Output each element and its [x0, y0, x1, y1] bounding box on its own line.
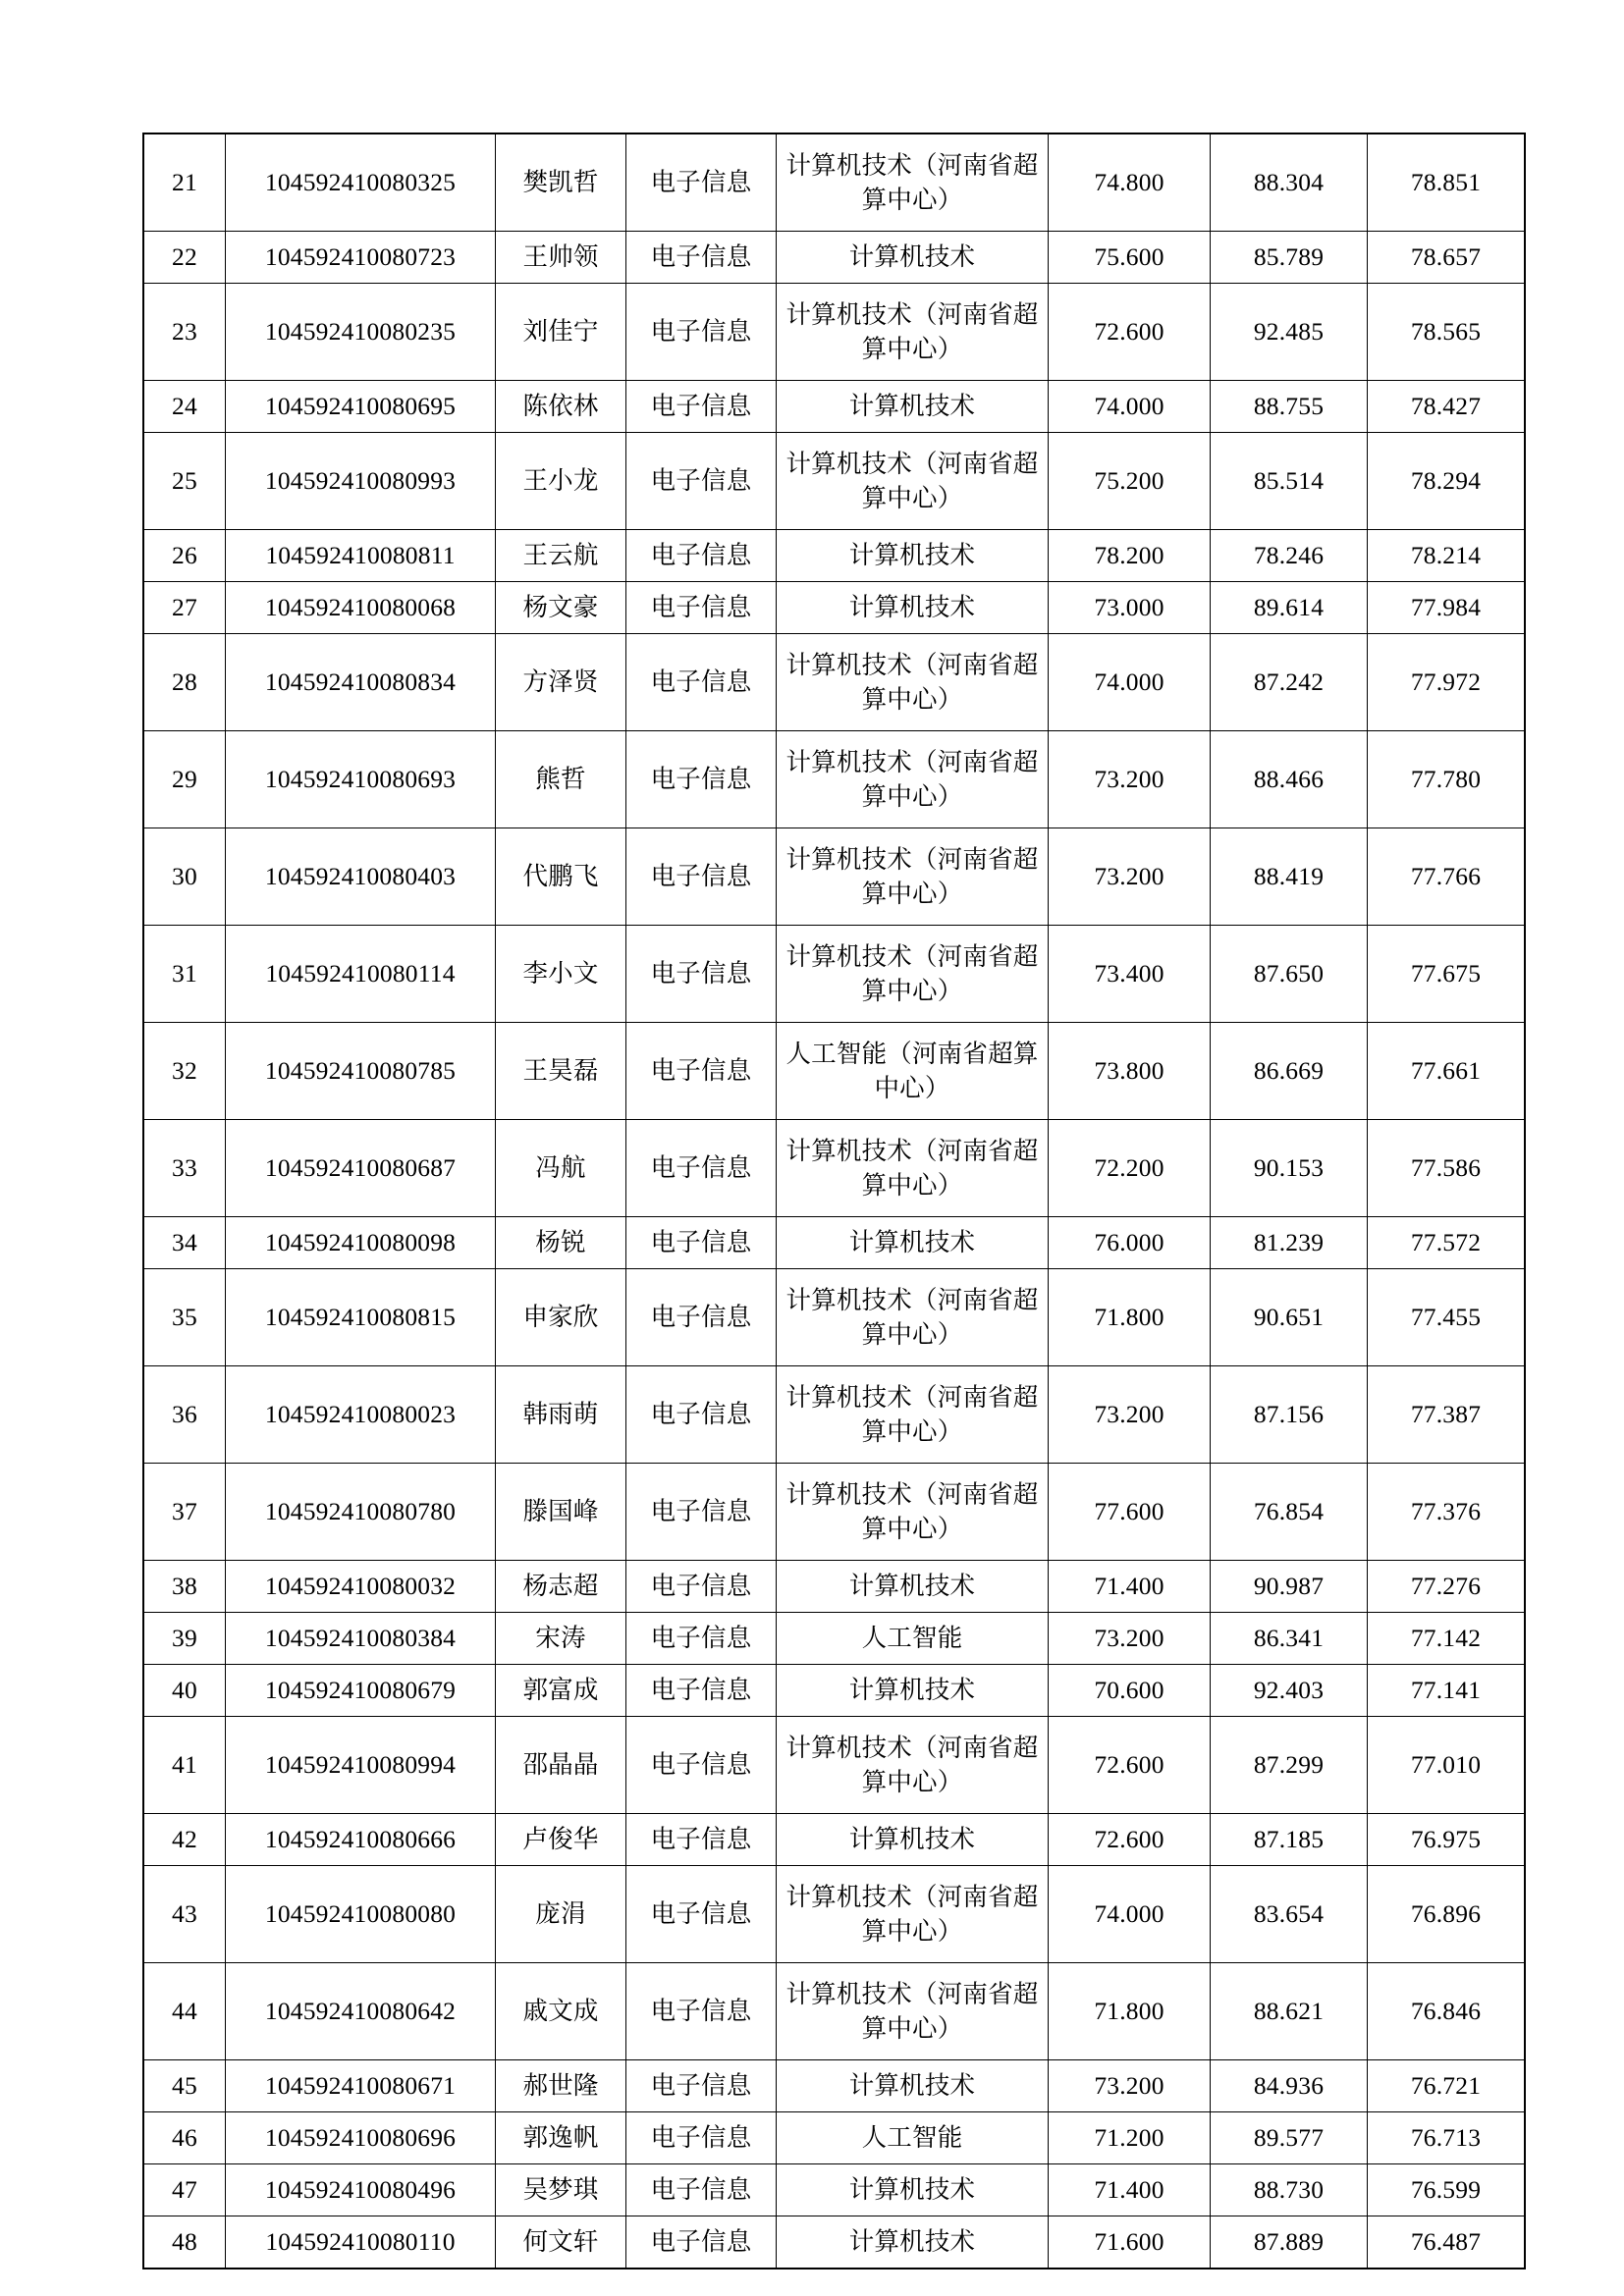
- row-index-cell: 27: [143, 582, 226, 634]
- major-text: 人工智能（河南省超算中心）: [785, 1039, 1039, 1102]
- major-cell: [777, 284, 1049, 381]
- category-cell: 电子信息: [626, 1120, 777, 1217]
- major-text: 计算机技术: [848, 1228, 976, 1257]
- table-row: [143, 1717, 1525, 1814]
- category-cell: 电子信息: [626, 1023, 777, 1120]
- initial-score-cell: 76.000: [1049, 1217, 1211, 1269]
- initial-score-cell: 72.600: [1049, 1814, 1211, 1866]
- initial-score-cell: 74.000: [1049, 1866, 1211, 1963]
- category-cell: 电子信息: [626, 1561, 777, 1613]
- total-score-cell: 77.010: [1368, 1717, 1526, 1814]
- row-index-cell: 39: [143, 1613, 226, 1665]
- candidate-id-cell: 104592410080098: [226, 1217, 496, 1269]
- major-text: 计算机技术: [848, 1572, 976, 1601]
- row-index-cell: 37: [143, 1464, 226, 1561]
- candidate-id-cell: 104592410080235: [226, 284, 496, 381]
- row-index-cell: 42: [143, 1814, 226, 1866]
- candidate-id-cell: 104592410080384: [226, 1613, 496, 1665]
- table-row: [143, 2216, 1525, 2269]
- total-score-cell: 78.294: [1368, 433, 1526, 530]
- major-cell: [777, 1464, 1049, 1561]
- initial-score-cell: 77.600: [1049, 1464, 1211, 1561]
- row-index-cell: 41: [143, 1717, 226, 1814]
- table-row: [143, 133, 1525, 232]
- table-row: [143, 433, 1525, 530]
- total-score-cell: 77.766: [1368, 828, 1526, 926]
- major-text: 计算机技术（河南省超算中心）: [785, 1979, 1039, 2043]
- total-score-cell: 78.214: [1368, 530, 1526, 582]
- total-score-cell: 77.984: [1368, 582, 1526, 634]
- retest-score-cell: 84.936: [1211, 2060, 1368, 2112]
- row-index-cell: 29: [143, 731, 226, 828]
- major-text: 计算机技术（河南省超算中心）: [785, 1285, 1039, 1349]
- candidate-name-cell: 申家欣: [496, 1269, 626, 1366]
- retest-score-cell: 87.242: [1211, 634, 1368, 731]
- table-row: [143, 232, 1525, 284]
- total-score-cell: 77.141: [1368, 1665, 1526, 1717]
- major-cell: [777, 731, 1049, 828]
- total-score-cell: 76.487: [1368, 2216, 1526, 2269]
- major-cell: [777, 634, 1049, 731]
- row-index-cell: 21: [143, 133, 226, 232]
- candidate-name-cell: 郭逸帆: [496, 2112, 626, 2164]
- row-index-cell: 30: [143, 828, 226, 926]
- major-text: 计算机技术（河南省超算中心）: [785, 1382, 1039, 1446]
- row-index-cell: 31: [143, 926, 226, 1023]
- row-index-cell: 47: [143, 2164, 226, 2216]
- major-text: 计算机技术（河南省超算中心）: [785, 150, 1039, 214]
- major-text: 计算机技术（河南省超算中心）: [785, 449, 1039, 512]
- category-cell: 电子信息: [626, 1464, 777, 1561]
- table-row: [143, 381, 1525, 433]
- row-index-cell: 43: [143, 1866, 226, 1963]
- retest-score-cell: 85.789: [1211, 232, 1368, 284]
- candidate-name-cell: 何文轩: [496, 2216, 626, 2269]
- results-table-container: [142, 133, 1484, 2269]
- candidate-id-cell: 104592410080032: [226, 1561, 496, 1613]
- retest-score-cell: 88.621: [1211, 1963, 1368, 2060]
- candidate-id-cell: 104592410080642: [226, 1963, 496, 2060]
- retest-score-cell: 89.614: [1211, 582, 1368, 634]
- category-cell: 电子信息: [626, 530, 777, 582]
- candidate-id-cell: 104592410080114: [226, 926, 496, 1023]
- candidate-id-cell: 104592410080811: [226, 530, 496, 582]
- candidate-name-cell: 吴梦琪: [496, 2164, 626, 2216]
- category-cell: 电子信息: [626, 926, 777, 1023]
- category-cell: 电子信息: [626, 1963, 777, 2060]
- table-row: [143, 828, 1525, 926]
- category-cell: 电子信息: [626, 133, 777, 232]
- initial-score-cell: 72.600: [1049, 1717, 1211, 1814]
- major-cell: [777, 1814, 1049, 1866]
- major-cell: [777, 582, 1049, 634]
- major-cell: [777, 2112, 1049, 2164]
- candidate-name-cell: 邵晶晶: [496, 1717, 626, 1814]
- table-row: [143, 582, 1525, 634]
- candidate-id-cell: 104592410080110: [226, 2216, 496, 2269]
- total-score-cell: 77.142: [1368, 1613, 1526, 1665]
- retest-score-cell: 81.239: [1211, 1217, 1368, 1269]
- total-score-cell: 77.387: [1368, 1366, 1526, 1464]
- retest-score-cell: 92.485: [1211, 284, 1368, 381]
- table-row: [143, 731, 1525, 828]
- candidate-id-cell: 104592410080325: [226, 133, 496, 232]
- candidate-id-cell: 104592410080080: [226, 1866, 496, 1963]
- total-score-cell: 76.896: [1368, 1866, 1526, 1963]
- retest-score-cell: 88.419: [1211, 828, 1368, 926]
- initial-score-cell: 73.200: [1049, 2060, 1211, 2112]
- table-row: [143, 1866, 1525, 1963]
- table-row: [143, 2060, 1525, 2112]
- table-row: [143, 634, 1525, 731]
- row-index-cell: 35: [143, 1269, 226, 1366]
- candidate-id-cell: 104592410080723: [226, 232, 496, 284]
- major-cell: [777, 1613, 1049, 1665]
- major-cell: [777, 1120, 1049, 1217]
- major-text: 计算机技术（河南省超算中心）: [785, 650, 1039, 714]
- total-score-cell: 77.586: [1368, 1120, 1526, 1217]
- category-cell: 电子信息: [626, 232, 777, 284]
- major-cell: [777, 1561, 1049, 1613]
- major-cell: [777, 828, 1049, 926]
- candidate-name-cell: 杨锐: [496, 1217, 626, 1269]
- retest-score-cell: 89.577: [1211, 2112, 1368, 2164]
- category-cell: 电子信息: [626, 1866, 777, 1963]
- total-score-cell: 77.780: [1368, 731, 1526, 828]
- initial-score-cell: 72.200: [1049, 1120, 1211, 1217]
- category-cell: 电子信息: [626, 634, 777, 731]
- major-cell: [777, 433, 1049, 530]
- candidate-id-cell: 104592410080068: [226, 582, 496, 634]
- candidate-name-cell: 王小龙: [496, 433, 626, 530]
- major-text: 计算机技术（河南省超算中心）: [785, 1882, 1039, 1946]
- major-text: 计算机技术（河南省超算中心）: [785, 747, 1039, 811]
- major-text: 计算机技术: [848, 541, 976, 570]
- candidate-name-cell: 方泽贤: [496, 634, 626, 731]
- retest-score-cell: 87.185: [1211, 1814, 1368, 1866]
- initial-score-cell: 78.200: [1049, 530, 1211, 582]
- retest-score-cell: 86.341: [1211, 1613, 1368, 1665]
- total-score-cell: 76.975: [1368, 1814, 1526, 1866]
- candidate-name-cell: 杨文豪: [496, 582, 626, 634]
- table-row: [143, 1963, 1525, 2060]
- table-row: [143, 2112, 1525, 2164]
- table-row: [143, 1366, 1525, 1464]
- category-cell: 电子信息: [626, 2216, 777, 2269]
- initial-score-cell: 71.800: [1049, 1963, 1211, 2060]
- row-index-cell: 48: [143, 2216, 226, 2269]
- initial-score-cell: 73.000: [1049, 582, 1211, 634]
- major-text: 计算机技术: [848, 593, 976, 622]
- initial-score-cell: 73.800: [1049, 1023, 1211, 1120]
- candidate-id-cell: 104592410080671: [226, 2060, 496, 2112]
- major-cell: [777, 2060, 1049, 2112]
- candidate-name-cell: 王昊磊: [496, 1023, 626, 1120]
- row-index-cell: 25: [143, 433, 226, 530]
- retest-score-cell: 90.153: [1211, 1120, 1368, 1217]
- table-row: [143, 530, 1525, 582]
- candidate-id-cell: 104592410080696: [226, 2112, 496, 2164]
- candidate-name-cell: 熊哲: [496, 731, 626, 828]
- table-row: [143, 1561, 1525, 1613]
- retest-score-cell: 92.403: [1211, 1665, 1368, 1717]
- row-index-cell: 33: [143, 1120, 226, 1217]
- candidate-name-cell: 郭富成: [496, 1665, 626, 1717]
- major-cell: [777, 1717, 1049, 1814]
- candidate-name-cell: 郝世隆: [496, 2060, 626, 2112]
- row-index-cell: 34: [143, 1217, 226, 1269]
- major-cell: [777, 1023, 1049, 1120]
- retest-score-cell: 87.299: [1211, 1717, 1368, 1814]
- retest-score-cell: 86.669: [1211, 1023, 1368, 1120]
- category-cell: 电子信息: [626, 1217, 777, 1269]
- row-index-cell: 23: [143, 284, 226, 381]
- initial-score-cell: 72.600: [1049, 284, 1211, 381]
- initial-score-cell: 71.600: [1049, 2216, 1211, 2269]
- major-text: 计算机技术: [848, 242, 976, 272]
- retest-score-cell: 88.304: [1211, 133, 1368, 232]
- table-row: [143, 1120, 1525, 1217]
- total-score-cell: 78.565: [1368, 284, 1526, 381]
- candidate-id-cell: 104592410080403: [226, 828, 496, 926]
- candidate-name-cell: 代鹏飞: [496, 828, 626, 926]
- initial-score-cell: 71.200: [1049, 2112, 1211, 2164]
- major-cell: [777, 1866, 1049, 1963]
- category-cell: 电子信息: [626, 731, 777, 828]
- category-cell: 电子信息: [626, 1613, 777, 1665]
- candidate-id-cell: 104592410080695: [226, 381, 496, 433]
- total-score-cell: 77.661: [1368, 1023, 1526, 1120]
- candidate-name-cell: 王云航: [496, 530, 626, 582]
- major-cell: [777, 381, 1049, 433]
- category-cell: 电子信息: [626, 1366, 777, 1464]
- major-cell: [777, 926, 1049, 1023]
- total-score-cell: 77.276: [1368, 1561, 1526, 1613]
- candidate-id-cell: 104592410080679: [226, 1665, 496, 1717]
- major-text: 计算机技术（河南省超算中心）: [785, 941, 1039, 1005]
- category-cell: 电子信息: [626, 433, 777, 530]
- initial-score-cell: 73.200: [1049, 731, 1211, 828]
- candidate-id-cell: 104592410080993: [226, 433, 496, 530]
- candidate-name-cell: 王帅领: [496, 232, 626, 284]
- total-score-cell: 77.972: [1368, 634, 1526, 731]
- candidate-name-cell: 李小文: [496, 926, 626, 1023]
- retest-score-cell: 88.730: [1211, 2164, 1368, 2216]
- total-score-cell: 76.721: [1368, 2060, 1526, 2112]
- row-index-cell: 40: [143, 1665, 226, 1717]
- major-text: 计算机技术（河南省超算中心）: [785, 844, 1039, 908]
- candidate-id-cell: 104592410080687: [226, 1120, 496, 1217]
- candidate-name-cell: 韩雨萌: [496, 1366, 626, 1464]
- candidate-id-cell: 104592410080834: [226, 634, 496, 731]
- row-index-cell: 26: [143, 530, 226, 582]
- total-score-cell: 76.713: [1368, 2112, 1526, 2164]
- major-cell: [777, 2216, 1049, 2269]
- category-cell: 电子信息: [626, 2164, 777, 2216]
- initial-score-cell: 71.400: [1049, 1561, 1211, 1613]
- initial-score-cell: 70.600: [1049, 1665, 1211, 1717]
- table-row: [143, 284, 1525, 381]
- major-cell: [777, 1366, 1049, 1464]
- category-cell: 电子信息: [626, 2060, 777, 2112]
- table-row: [143, 1613, 1525, 1665]
- major-text: 计算机技术: [848, 1825, 976, 1854]
- retest-score-cell: 87.889: [1211, 2216, 1368, 2269]
- total-score-cell: 77.376: [1368, 1464, 1526, 1561]
- candidate-name-cell: 杨志超: [496, 1561, 626, 1613]
- initial-score-cell: 73.200: [1049, 1613, 1211, 1665]
- retest-score-cell: 85.514: [1211, 433, 1368, 530]
- candidate-name-cell: 樊凯哲: [496, 133, 626, 232]
- table-row: [143, 1269, 1525, 1366]
- candidate-name-cell: 卢俊华: [496, 1814, 626, 1866]
- major-text: 人工智能: [861, 1624, 963, 1653]
- row-index-cell: 36: [143, 1366, 226, 1464]
- category-cell: 电子信息: [626, 828, 777, 926]
- candidate-id-cell: 104592410080994: [226, 1717, 496, 1814]
- major-cell: [777, 1269, 1049, 1366]
- major-cell: [777, 530, 1049, 582]
- major-cell: [777, 1217, 1049, 1269]
- candidate-name-cell: 滕国峰: [496, 1464, 626, 1561]
- row-index-cell: 28: [143, 634, 226, 731]
- row-index-cell: 32: [143, 1023, 226, 1120]
- retest-score-cell: 88.755: [1211, 381, 1368, 433]
- major-text: 计算机技术: [848, 1676, 976, 1705]
- candidate-name-cell: 刘佳宁: [496, 284, 626, 381]
- initial-score-cell: 75.600: [1049, 232, 1211, 284]
- candidate-name-cell: 陈依林: [496, 381, 626, 433]
- retest-score-cell: 76.854: [1211, 1464, 1368, 1561]
- total-score-cell: 77.455: [1368, 1269, 1526, 1366]
- candidate-id-cell: 104592410080496: [226, 2164, 496, 2216]
- candidate-id-cell: 104592410080023: [226, 1366, 496, 1464]
- category-cell: 电子信息: [626, 1814, 777, 1866]
- candidate-name-cell: 庞涓: [496, 1866, 626, 1963]
- table-row: [143, 926, 1525, 1023]
- table-row: [143, 1814, 1525, 1866]
- retest-score-cell: 88.466: [1211, 731, 1368, 828]
- candidate-id-cell: 104592410080815: [226, 1269, 496, 1366]
- major-text: 计算机技术（河南省超算中心）: [785, 299, 1039, 363]
- initial-score-cell: 71.400: [1049, 2164, 1211, 2216]
- total-score-cell: 78.427: [1368, 381, 1526, 433]
- category-cell: 电子信息: [626, 582, 777, 634]
- category-cell: 电子信息: [626, 1269, 777, 1366]
- major-text: 计算机技术（河南省超算中心）: [785, 1479, 1039, 1543]
- candidate-id-cell: 104592410080666: [226, 1814, 496, 1866]
- total-score-cell: 77.572: [1368, 1217, 1526, 1269]
- results-table: [142, 133, 1526, 2269]
- candidate-id-cell: 104592410080785: [226, 1023, 496, 1120]
- row-index-cell: 45: [143, 2060, 226, 2112]
- row-index-cell: 38: [143, 1561, 226, 1613]
- initial-score-cell: 71.800: [1049, 1269, 1211, 1366]
- retest-score-cell: 90.987: [1211, 1561, 1368, 1613]
- row-index-cell: 44: [143, 1963, 226, 2060]
- major-text: 计算机技术（河南省超算中心）: [785, 1733, 1039, 1796]
- major-cell: [777, 2164, 1049, 2216]
- initial-score-cell: 75.200: [1049, 433, 1211, 530]
- table-row: [143, 1023, 1525, 1120]
- major-text: 计算机技术（河南省超算中心）: [785, 1136, 1039, 1200]
- retest-score-cell: 87.156: [1211, 1366, 1368, 1464]
- major-text: 计算机技术: [848, 2071, 976, 2101]
- major-cell: [777, 232, 1049, 284]
- table-row: [143, 1217, 1525, 1269]
- row-index-cell: 46: [143, 2112, 226, 2164]
- candidate-name-cell: 冯航: [496, 1120, 626, 1217]
- candidate-name-cell: 宋涛: [496, 1613, 626, 1665]
- candidate-id-cell: 104592410080780: [226, 1464, 496, 1561]
- candidate-id-cell: 104592410080693: [226, 731, 496, 828]
- row-index-cell: 24: [143, 381, 226, 433]
- retest-score-cell: 83.654: [1211, 1866, 1368, 1963]
- initial-score-cell: 74.000: [1049, 634, 1211, 731]
- retest-score-cell: 78.246: [1211, 530, 1368, 582]
- major-cell: [777, 1963, 1049, 2060]
- total-score-cell: 77.675: [1368, 926, 1526, 1023]
- initial-score-cell: 73.200: [1049, 828, 1211, 926]
- initial-score-cell: 74.800: [1049, 133, 1211, 232]
- total-score-cell: 76.846: [1368, 1963, 1526, 2060]
- category-cell: 电子信息: [626, 284, 777, 381]
- major-text: 计算机技术: [848, 392, 976, 421]
- initial-score-cell: 73.400: [1049, 926, 1211, 1023]
- total-score-cell: 78.657: [1368, 232, 1526, 284]
- category-cell: 电子信息: [626, 1717, 777, 1814]
- category-cell: 电子信息: [626, 2112, 777, 2164]
- major-text: 计算机技术: [848, 2175, 976, 2205]
- category-cell: 电子信息: [626, 1665, 777, 1717]
- initial-score-cell: 74.000: [1049, 381, 1211, 433]
- total-score-cell: 78.851: [1368, 133, 1526, 232]
- retest-score-cell: 90.651: [1211, 1269, 1368, 1366]
- major-text: 人工智能: [861, 2123, 963, 2153]
- candidate-name-cell: 戚文成: [496, 1963, 626, 2060]
- row-index-cell: 22: [143, 232, 226, 284]
- major-text: 计算机技术: [848, 2227, 976, 2257]
- table-row: [143, 2164, 1525, 2216]
- retest-score-cell: 87.650: [1211, 926, 1368, 1023]
- total-score-cell: 76.599: [1368, 2164, 1526, 2216]
- category-cell: 电子信息: [626, 381, 777, 433]
- major-cell: [777, 133, 1049, 232]
- major-cell: [777, 1665, 1049, 1717]
- table-row: [143, 1665, 1525, 1717]
- table-row: [143, 1464, 1525, 1561]
- initial-score-cell: 73.200: [1049, 1366, 1211, 1464]
